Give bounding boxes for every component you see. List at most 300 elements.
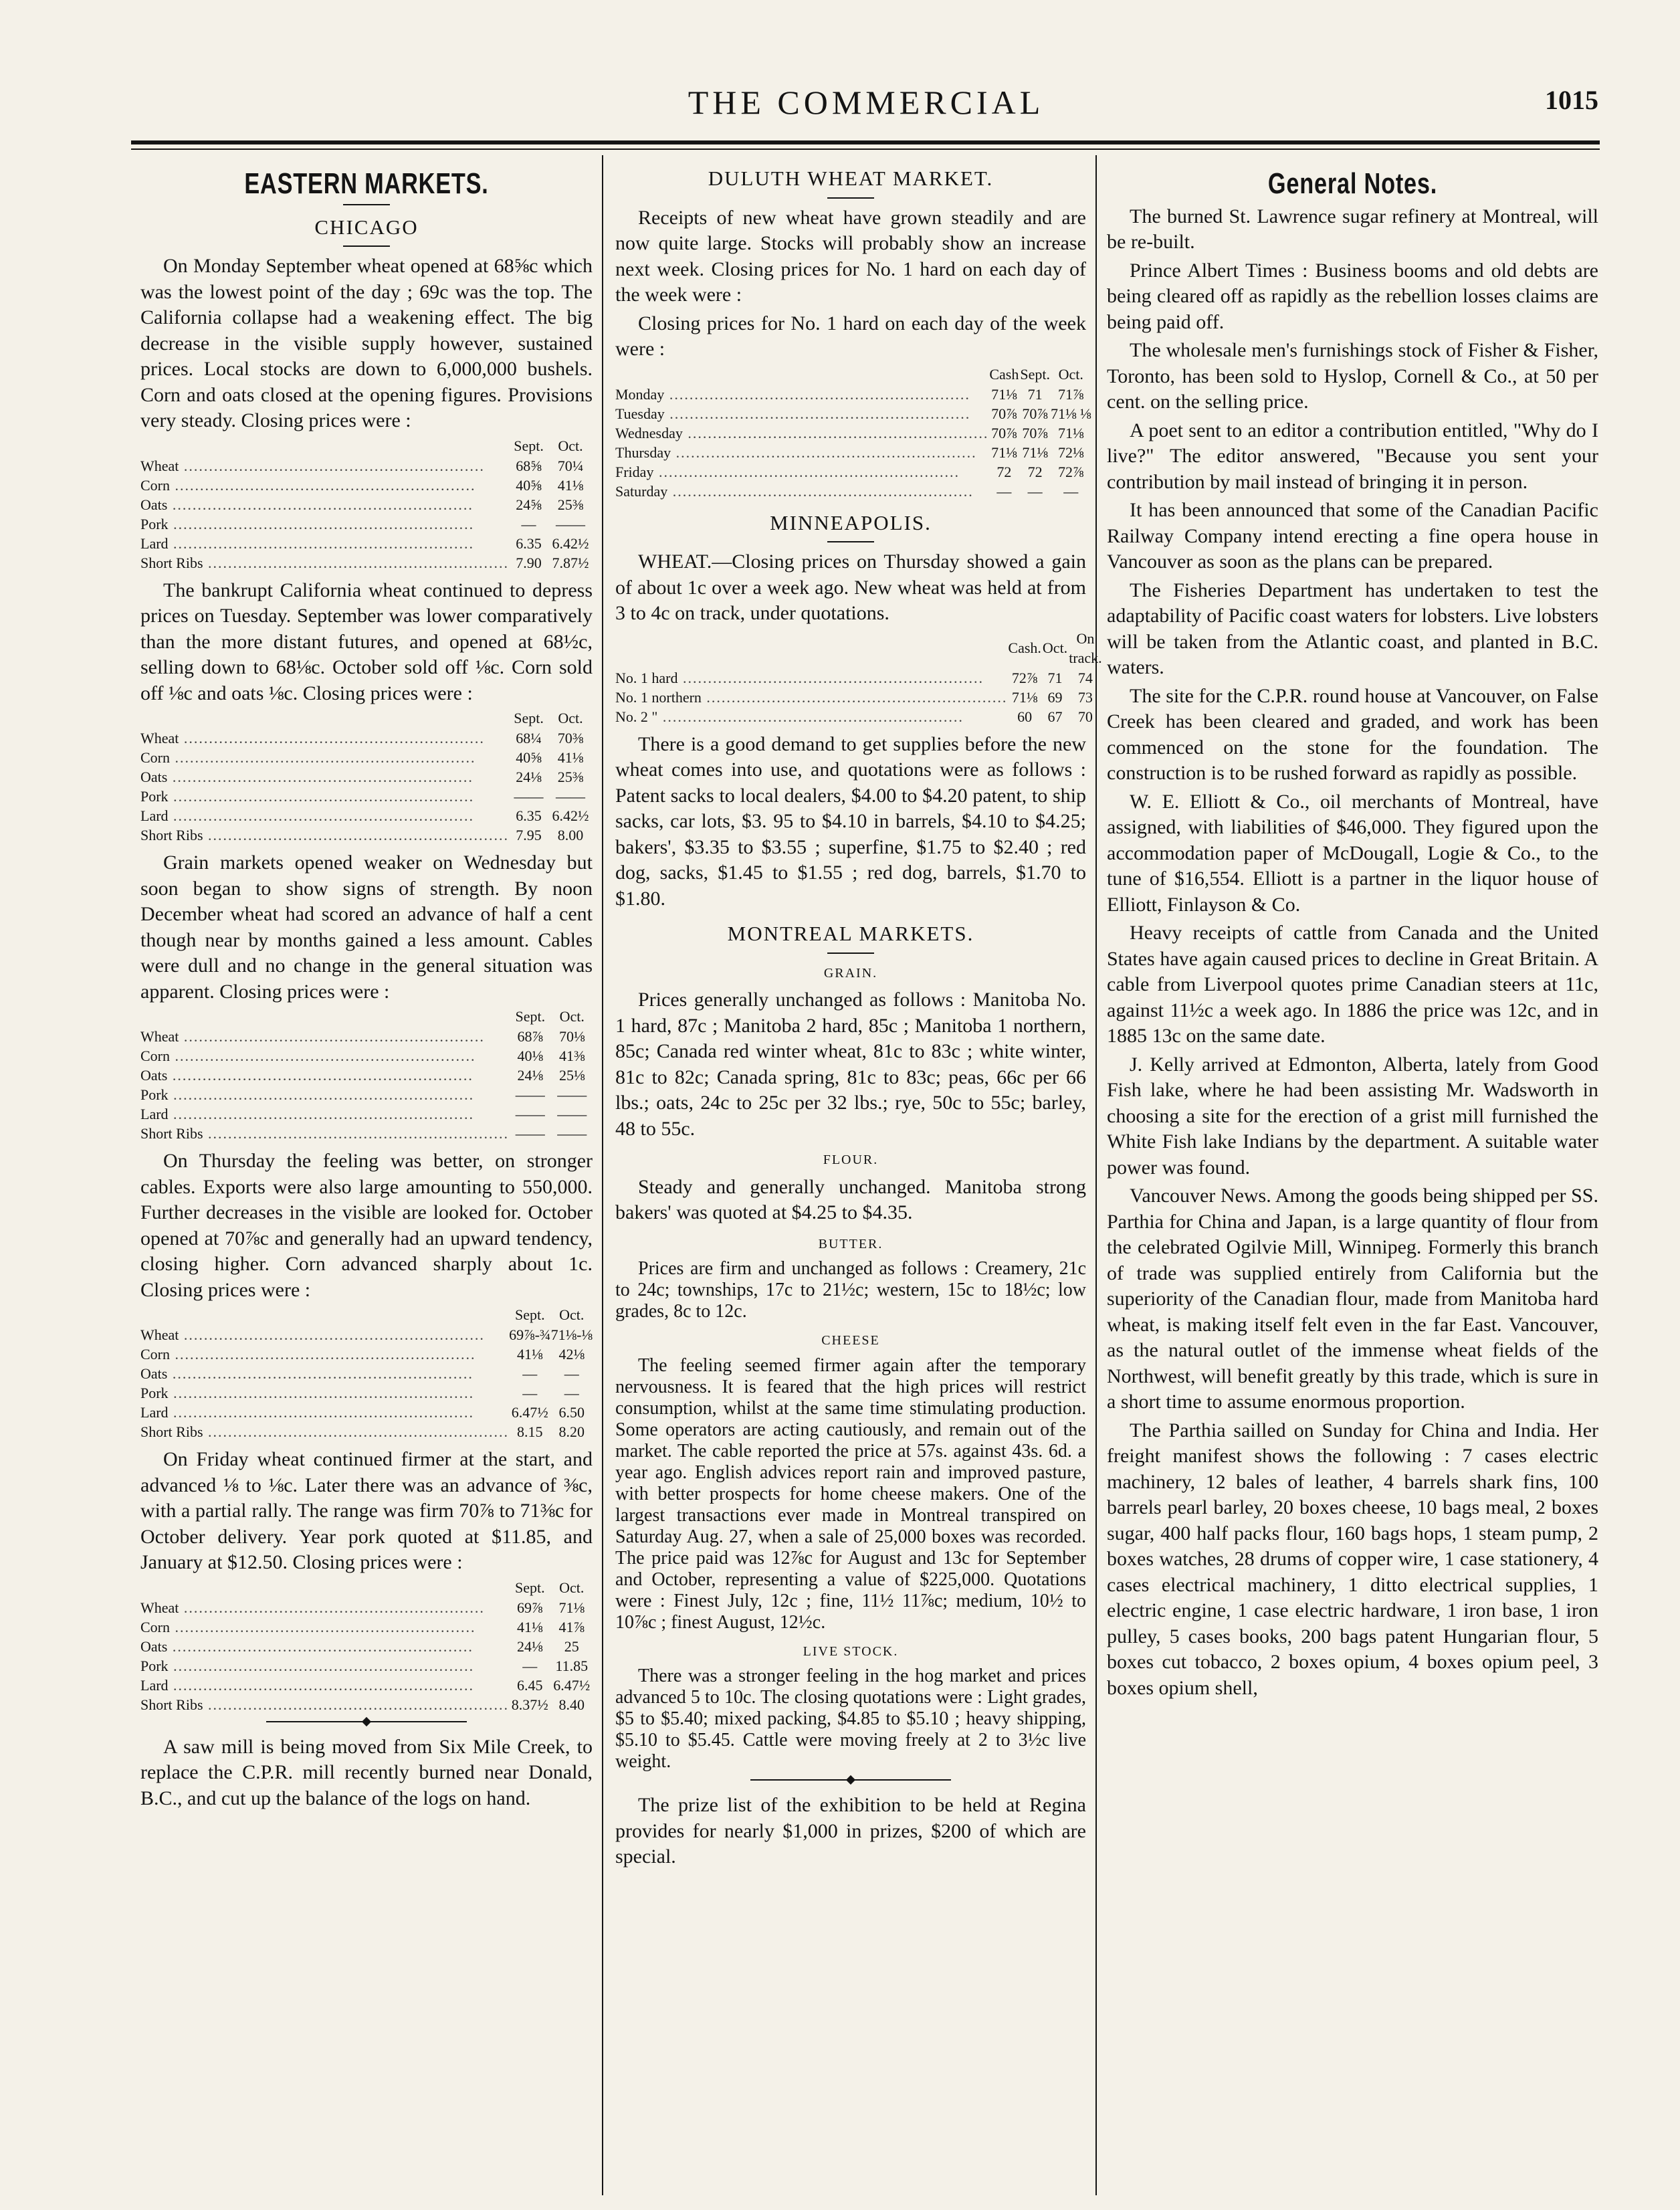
commodity-name: Oats: [140, 769, 168, 785]
table-header-blank: [140, 1006, 509, 1027]
cheese-paragraph: The feeling seemed firmer again after the temporary nervousness. It is feared that the high prices will restrict consumption, whilst at the same time stimulating production. Some operators are acting cautiously, and remain out of the market. The cable reported the price at 57s. against 43s. 6d. a year ago. English advices report rain and improved pasture, with better prospects for home cheese makers. One of the largest transactions ever made in Montreal transpired on Saturday Aug. 27, when a sale of 25,000 boxes was recorded. The price paid was 12⅞c for August and 13c for September and October, representing a value of $225,000. Quotations were : Finest July, 12c ; fine, 11½ 11⅞c; medium, 10½ to 10⅞c ; finest August, 12½c.: [615, 1354, 1086, 1633]
butter-paragraph: Prices are firm and unchanged as follows : Creamery, 21c to 24c; townships, 17c to 21½c; western, 15c to 18½c; low grades, 8c to 12c.: [615, 1258, 1086, 1322]
price-cell: 72⅞: [1011, 669, 1038, 686]
table-row: [140, 1637, 593, 1656]
row-label: [140, 1325, 509, 1344]
grain-subheading: GRAIN.: [823, 965, 878, 981]
price-cell: 6.47½: [553, 1676, 591, 1694]
commodity-name: Thursday: [615, 443, 671, 461]
row-label: [615, 707, 1007, 726]
table-row: [140, 1598, 593, 1617]
table-row: [615, 385, 1091, 404]
row-label: [140, 534, 509, 553]
price-cell: 68⅞: [517, 1028, 544, 1045]
commodity-name: Wheat: [140, 1599, 179, 1616]
commodity-name: Lard: [140, 1106, 169, 1122]
row-label: [615, 423, 988, 443]
price-cell: ——: [515, 1106, 545, 1122]
commodity-name: Wheat: [140, 730, 179, 746]
table-row: [140, 1104, 593, 1124]
leader-dots: ............................................................: [657, 708, 964, 725]
price-cell: 8.15: [517, 1423, 543, 1440]
row-label: [140, 748, 509, 767]
leader-dots: ............................................................: [167, 1067, 474, 1084]
table-column-header: Sept.: [515, 1008, 546, 1025]
table-row: [140, 1325, 593, 1344]
heading-rule: [827, 541, 874, 542]
heading-rule: [343, 204, 390, 205]
table-column-header: Oct.: [1042, 639, 1068, 656]
commodity-name: Corn: [140, 749, 170, 766]
leader-dots: ............................................................: [203, 827, 510, 843]
price-cell: 6.45: [517, 1676, 543, 1694]
price-cell: —: [996, 482, 1012, 500]
price-cell: 72: [1027, 463, 1043, 480]
leader-dots: ............................................................: [203, 1423, 510, 1440]
cheese-subheading: CHEESE: [821, 1333, 880, 1348]
price-cell: —: [522, 1365, 538, 1382]
price-cell: 41⅛: [517, 1618, 543, 1635]
heading-rule: [827, 197, 874, 199]
table-row: [140, 456, 593, 476]
price-cell: 24⅛: [516, 769, 542, 785]
commodity-name: Oats: [140, 496, 168, 513]
price-cell: ——: [515, 1125, 545, 1142]
friday-paragraph: On Friday wheat continued firmer at the start, and advanced ⅛ to ⅛c. Later there was an advance of ⅜c, with a partial rally. The range was firm 70⅞ to 71⅜c for October delivery. Year pork quoted at $11.85, and January at $12.50. Closing prices were :: [140, 1448, 593, 1573]
commodity-name: Oats: [140, 1365, 168, 1382]
row-label: [140, 1046, 509, 1066]
table-column-header: Sept.: [514, 710, 544, 726]
price-cell: 25: [564, 1637, 579, 1655]
leader-dots: ............................................................: [167, 769, 474, 785]
commodity-name: Monday: [615, 385, 665, 403]
minneapolis-price-table: [615, 628, 1103, 726]
price-cell: 70⅛: [559, 1028, 585, 1045]
row-label: [140, 1656, 509, 1676]
table-column-header: Sept.: [514, 1306, 545, 1323]
table-row: [140, 1695, 593, 1714]
table-header-blank: [140, 708, 509, 728]
leader-dots: ............................................................: [671, 443, 977, 461]
price-cell: ——: [556, 788, 586, 805]
row-label: [615, 688, 1007, 707]
price-cell: 71: [1027, 385, 1043, 403]
table-row: [140, 1364, 593, 1383]
table-row: [140, 553, 593, 573]
leader-dots: ............................................................: [701, 688, 1008, 706]
row-label: [140, 1027, 509, 1046]
commodity-name: Pork: [140, 1385, 169, 1401]
commodity-name: No. 1 hard: [615, 669, 678, 686]
price-table-friday: [140, 1577, 593, 1714]
price-cell: ——: [557, 1125, 587, 1142]
table-row: [140, 806, 593, 825]
live-stock-subheading: LIVE STOCK.: [803, 1643, 899, 1659]
row-label: [140, 1383, 509, 1403]
row-label: [140, 1598, 509, 1617]
row-label: [140, 495, 509, 514]
row-label: [140, 1676, 509, 1695]
price-cell: 6.42½: [552, 807, 589, 824]
table-row: [140, 728, 593, 748]
column-eastern-markets: [140, 161, 593, 1811]
price-cell: 71⅛-⅛: [550, 1326, 593, 1343]
row-label: [140, 1066, 509, 1085]
price-cell: 42⅛: [558, 1346, 585, 1363]
commodity-name: Pork: [140, 515, 169, 532]
table-row: [615, 482, 1091, 501]
price-cell: 71: [1047, 669, 1063, 686]
price-cell: —: [1027, 482, 1043, 500]
row-label: [140, 1403, 509, 1422]
commodity-name: No. 2 ": [615, 708, 658, 725]
note-paragraph: Prince Albert Times : Business booms and old debts are being cleared off as rapidly as the rebellion losses claims are being paid off.: [1107, 259, 1598, 333]
note-paragraph: The Fisheries Department has undertaken to test the adaptability of Pacific coast waters for lobsters. Live lobsters will be taken from the Atlantic coast, and planted in B.C. waters.: [1107, 579, 1598, 678]
price-cell: 41⅜: [559, 1047, 585, 1064]
commodity-name: Oats: [140, 1637, 168, 1655]
price-cell: 71⅛: [1011, 688, 1038, 706]
price-cell: 6.42½: [552, 534, 589, 552]
leader-dots: ............................................................: [167, 1637, 474, 1655]
column-divider-2: [1095, 155, 1097, 2195]
tuesday-paragraph: The bankrupt California wheat continued to depress prices on Tuesday. September was lower comparatively than the more distant futures, and opened at 68½c, selling down to 68⅛c. October sold off ⅛c. Corn sold off ⅛c and oats ⅛c. Closing prices were :: [140, 579, 593, 704]
row-label: [615, 482, 988, 501]
note-paragraph: The burned St. Lawrence sugar refinery at Montreal, will be re-built.: [1107, 205, 1598, 253]
row-label: [140, 456, 509, 476]
price-cell: 24⅝: [516, 496, 542, 513]
table-row: [140, 1403, 593, 1422]
price-cell: 71⅛: [1022, 443, 1048, 461]
saw-mill-paragraph: A saw mill is being moved from Six Mile Creek, to replace the C.P.R. mill recently burned near Donald, B.C., and cut up the balance of the logs on hand.: [140, 1735, 593, 1809]
table-row: [140, 748, 593, 767]
price-cell: 70⅜: [557, 730, 584, 746]
leader-dots: ............................................................: [653, 463, 960, 480]
page-number: 1015: [1545, 85, 1598, 115]
thursday-paragraph: On Thursday the feeling was better, on stronger cables. Exports were also large amounting to 550,000. Further decreases in the visible are looked for. October opened at 70⅞c and generally had an upward tendency, closing higher. Corn advanced sharply about 1c. Closing prices were :: [140, 1150, 593, 1301]
price-cell: 60: [1017, 708, 1033, 725]
leader-dots: ............................................................: [682, 424, 989, 441]
price-cell: 41⅛: [557, 476, 584, 494]
price-cell: 8.40: [558, 1696, 585, 1713]
price-cell: 7.95: [516, 827, 542, 843]
row-label: [615, 443, 988, 462]
row-label: [140, 1364, 509, 1383]
table-row: [140, 825, 593, 845]
row-label: [615, 404, 988, 423]
monday-paragraph: On Monday September wheat opened at 68⅝c which was the lowest point of the day ; 69c was the top. The California collapse had a weakening effect. The big decrease in the visible supply however, sustained prices. Local stocks are down to 6,000,000 bushels. Corn and oats closed at the opening figures. Provisions very steady. Closing prices were :: [140, 255, 593, 431]
commodity-name: Wednesday: [615, 424, 683, 441]
montreal-heading: MONTREAL MARKETS.: [727, 922, 974, 945]
price-cell: —: [564, 1365, 579, 1382]
commodity-name: Lard: [140, 1404, 169, 1421]
table-column-header: Oct.: [1058, 365, 1083, 383]
table-row: [615, 707, 1103, 726]
price-cell: 70⅞: [991, 424, 1017, 441]
commodity-name: Short Ribs: [140, 1125, 203, 1142]
commodity-name: Oats: [140, 1067, 168, 1084]
heading-rule: [827, 952, 874, 954]
price-cell: 7.87½: [552, 554, 589, 571]
note-paragraph: W. E. Elliott & Co., oil merchants of Montreal, have assigned, with liabilities of $46,000. They figured upon the accommodation paper of McDougall, Logie & Co., to the tune of $16,554. Elliott is a partner in the liquor house of Elliott, Finlayson & Co.: [1107, 790, 1598, 916]
leader-dots: ............................................................: [179, 1599, 485, 1616]
price-cell: 40⅝: [516, 749, 542, 766]
section-ornament: [266, 1721, 467, 1722]
table-header-blank: [140, 1577, 509, 1598]
price-cell: 72⅛: [1057, 443, 1084, 461]
table-row: [140, 534, 593, 553]
column-general-notes: [1107, 161, 1598, 1701]
price-cell: 69⅞-¾: [509, 1326, 551, 1343]
table-column-header: Sept.: [514, 1579, 545, 1596]
price-cell: 67: [1047, 708, 1063, 725]
table-row: [615, 443, 1091, 462]
price-cell: 71⅛: [991, 443, 1017, 461]
price-cell: 40⅝: [516, 476, 542, 494]
leader-dots: ............................................................: [168, 807, 475, 824]
table-column-header: Oct.: [558, 437, 583, 454]
leader-dots: ............................................................: [203, 1696, 510, 1713]
leader-dots: ............................................................: [170, 476, 476, 494]
leader-dots: ............................................................: [168, 788, 475, 805]
price-cell: ——: [556, 515, 586, 532]
table-row: [615, 462, 1091, 482]
row-label: [615, 462, 988, 482]
row-label: [140, 1104, 509, 1124]
leader-dots: ............................................................: [168, 515, 475, 532]
price-cell: 70¼: [557, 457, 584, 474]
row-label: [140, 787, 509, 806]
commodity-name: Wheat: [140, 457, 179, 474]
price-table-monday: [140, 435, 593, 573]
price-cell: 8.37½: [511, 1696, 548, 1713]
commodity-name: Saturday: [615, 482, 668, 500]
row-label: [140, 476, 509, 495]
commodity-name: Corn: [140, 1047, 170, 1064]
minneapolis-heading: MINNEAPOLIS.: [770, 510, 932, 534]
price-cell: 41⅞: [558, 1618, 585, 1635]
price-cell: 71⅞: [1057, 385, 1084, 403]
leader-dots: ............................................................: [179, 1326, 485, 1343]
row-label: [140, 728, 509, 748]
price-cell: 25⅜: [557, 496, 584, 513]
price-cell: 40⅛: [517, 1047, 544, 1064]
leader-dots: ............................................................: [168, 1676, 475, 1694]
wednesday-paragraph: Grain markets opened weaker on Wednesday but soon began to show signs of strength. By noon December wheat had scored an advance of half a cent though near by months gained a less amount. Cables were dull and no change in the general situation was apparent. Closing prices were :: [140, 851, 593, 1003]
chicago-subheading: CHICAGO: [314, 215, 419, 239]
price-cell: ——: [557, 1086, 587, 1103]
row-label: [140, 514, 509, 534]
price-cell: 6.47½: [511, 1404, 548, 1421]
commodity-name: Lard: [140, 534, 169, 552]
price-cell: 25⅛: [559, 1067, 585, 1084]
commodity-name: Corn: [140, 1346, 170, 1363]
note-paragraph: Heavy receipts of cattle from Canada and the United States have again caused prices to decline in Great Britain. A cable from Liverpool quotes prime Canadian steers at 11c, against 11½c a week ago. In 1886 the price was 12c, and in 1885 13c on the same date.: [1107, 922, 1598, 1047]
price-cell: 41⅛: [557, 749, 584, 766]
price-cell: 25⅜: [557, 769, 584, 785]
note-paragraph: Vancouver News. Among the goods being shipped per SS. Parthia for China and Japan, is a large quantity of flour from the celebrated Ogilvie Mill, Winnipeg. Formerly this branch of trade was supplied entirely from California but the superiority of the Canadian flour, made from Manitoba hard wheat, is making itself felt even in the far East. Vancouver, as the natural outlet of the immense wheat fields of the Northwest, will benefit greatly by this trade, which is sure in a short time to assume enormous proportion.: [1107, 1185, 1598, 1413]
commodity-name: Short Ribs: [140, 827, 203, 843]
price-cell: —: [564, 1385, 579, 1401]
newspaper-title: THE COMMERCIAL: [688, 84, 1045, 121]
table-row: [140, 767, 593, 787]
price-cell: 24⅛: [517, 1637, 543, 1655]
leader-dots: ............................................................: [677, 669, 984, 686]
table-column-header: Oct.: [558, 710, 583, 726]
leader-dots: ............................................................: [203, 554, 510, 571]
commodity-name: Lard: [140, 1676, 169, 1694]
price-cell: 73: [1077, 688, 1093, 706]
table-column-header: Oct.: [559, 1008, 585, 1025]
commodity-name: Tuesday: [615, 405, 665, 422]
leader-dots: ............................................................: [667, 482, 974, 500]
table-column-header: Cash.: [1008, 639, 1041, 656]
price-cell: 71⅛: [1057, 424, 1084, 441]
price-cell: ——: [515, 1086, 545, 1103]
commodity-name: Pork: [140, 788, 169, 805]
commodity-name: Short Ribs: [140, 1423, 203, 1440]
flour-paragraph: Steady and generally unchanged. Manitoba strong bakers' was quoted at $4.25 to $4.35.: [615, 1175, 1086, 1223]
commodity-name: Short Ribs: [140, 1696, 203, 1713]
commodity-name: Wheat: [140, 1028, 179, 1045]
price-cell: 70⅞: [991, 405, 1017, 422]
leader-dots: ............................................................: [168, 1657, 475, 1674]
leader-dots: ............................................................: [168, 1086, 475, 1103]
table-column-header: Oct.: [559, 1579, 585, 1596]
leader-dots: ............................................................: [170, 1618, 476, 1635]
commodity-name: Pork: [140, 1086, 169, 1103]
table-row: [140, 1124, 593, 1143]
price-cell: 68⅝: [516, 457, 542, 474]
price-cell: 24⅛: [517, 1067, 544, 1084]
column-wheat-markets: [615, 161, 1102, 1870]
table-column-header: Cash: [989, 365, 1019, 383]
price-cell: 6.35: [516, 807, 542, 824]
price-cell: 8.20: [558, 1423, 585, 1440]
price-cell: 8.00: [557, 827, 584, 843]
commodity-name: Corn: [140, 476, 170, 494]
commodity-name: Corn: [140, 1618, 170, 1635]
leader-dots: ............................................................: [167, 1365, 474, 1382]
row-label: [140, 1085, 509, 1104]
table-header-blank: [140, 1304, 509, 1325]
commodity-name: No. 1 northern: [615, 688, 702, 706]
section-ornament: [750, 1779, 951, 1781]
general-notes-heading: General Notes.: [1267, 167, 1438, 200]
row-label: [140, 806, 509, 825]
commodity-name: Lard: [140, 807, 169, 824]
table-row: [140, 1617, 593, 1637]
duluth-paragraph: Receipts of new wheat have grown steadily and are now quite large. Stocks will probably show an increase next week. Closing prices for No. 1 hard on each day of the week were :: [615, 206, 1086, 306]
price-table-thursday: [140, 1304, 593, 1441]
table-column-header: Oct.: [559, 1306, 585, 1323]
leader-dots: ............................................................: [168, 534, 475, 552]
table-row: [140, 1422, 593, 1441]
header-rule-thin: [131, 148, 1600, 150]
price-cell: 6.50: [558, 1404, 585, 1421]
price-cell: 71⅛: [991, 385, 1017, 403]
row-label: [140, 767, 509, 787]
table-row: [140, 476, 593, 495]
row-label: [615, 385, 988, 404]
table-row: [615, 423, 1091, 443]
table-row: [140, 514, 593, 534]
table-row: [140, 1383, 593, 1403]
table-row: [140, 1066, 593, 1085]
row-label: [140, 1422, 509, 1441]
leader-dots: ............................................................: [664, 385, 970, 403]
leader-dots: ............................................................: [167, 496, 474, 513]
leader-dots: ............................................................: [203, 1125, 510, 1142]
row-label: [615, 668, 1007, 688]
price-cell: 68¼: [516, 730, 542, 746]
leader-dots: ............................................................: [170, 1346, 476, 1363]
price-cell: 72⅞: [1057, 463, 1084, 480]
leader-dots: ............................................................: [170, 749, 476, 766]
grain-paragraph: Prices generally unchanged as follows : Manitoba No. 1 hard, 87c ; Manitoba 2 hard, 85c ; Manitoba 1 northern, 85c; Canada red winter wheat, 81c to 83c ; white winter, 81c to 82c; Canada spring, 81c to 83c; peas, 66c per 66 lbs.; oats, 24c to 25c per 32 lbs.; rye, 50c to 55c; barley, 48 to 55c.: [615, 989, 1086, 1140]
price-cell: 72: [996, 463, 1012, 480]
duluth-price-table: [615, 364, 1091, 501]
regina-prize-paragraph: The prize list of the exhibition to be held at Regina provides for nearly $1,000 in prizes, $200 of which are special.: [615, 1794, 1086, 1868]
table-row: [140, 1085, 593, 1104]
price-cell: ——: [557, 1106, 587, 1122]
note-paragraph: The site for the C.P.R. round house at Vancouver, on False Creek has been cleared and graded, and work has been commenced on the stone for the foundation. The construction is to be rushed forward as rapidly as possible.: [1107, 684, 1598, 784]
duluth-heading: DULUTH WHEAT MARKET.: [708, 167, 994, 190]
leader-dots: ............................................................: [168, 1385, 475, 1401]
note-paragraph: A poet sent to an editor a contribution entitled, "Why do I live?" The editor answered, "Because you sent your contribution by mail instead of bringing it in person.: [1107, 419, 1598, 493]
commodity-name: Short Ribs: [140, 554, 203, 571]
table-row: [615, 688, 1103, 707]
commodity-name: Friday: [615, 463, 654, 480]
row-label: [140, 1124, 509, 1143]
note-paragraph: The wholesale men's furnishings stock of Fisher & Fisher, Toronto, has been sold to Hyslop, Cornell & Co., at 50 per cent. on the selling price.: [1107, 339, 1598, 413]
table-row: [140, 1046, 593, 1066]
note-paragraph: It has been announced that some of the Canadian Pacific Railway Company intend erecting a fine opera house in Vancouver as soon as the plans can be prepared.: [1107, 499, 1598, 573]
flour-demand-paragraph: There is a good demand to get supplies before the new wheat comes into use, and quotations were as follows : Patent sacks to local dealers, $4.00 to $4.20 patent, to ship sacks, car lots, $3. 95 to $4.10 in barrels, $4.10 to $4.25; bakers', $3.35 to $3.55 ; superfine, $1.75 to $2.40 ; red dog, sacks, $1.45 to $1.55 ; red dog, barrels, $1.70 to $1.80.: [615, 732, 1086, 910]
price-cell: 70⅞: [1022, 405, 1048, 422]
flour-subheading: FLOUR.: [823, 1152, 879, 1167]
price-cell: 11.85: [555, 1657, 589, 1674]
row-label: [140, 1344, 509, 1364]
price-table-wednesday: [140, 1006, 593, 1143]
leader-dots: ............................................................: [179, 457, 485, 474]
row-label: [140, 1637, 509, 1656]
price-cell: 6.35: [516, 534, 542, 552]
column-divider-1: [602, 155, 603, 2195]
table-row: [140, 1676, 593, 1695]
table-row: [615, 404, 1091, 423]
table-header-blank: [615, 364, 988, 385]
price-cell: —: [521, 515, 536, 532]
header-rule: [131, 140, 1600, 144]
row-label: [140, 1695, 509, 1714]
price-cell: 70⅞: [1022, 424, 1048, 441]
table-row: [140, 1344, 593, 1364]
minneapolis-paragraph: WHEAT.—Closing prices on Thursday showed a gain of about 1c over a week ago. New wheat was held at from 3 to 4c on track, under quotations.: [615, 550, 1086, 624]
leader-dots: ............................................................: [179, 730, 485, 746]
commodity-name: Pork: [140, 1657, 169, 1674]
commodity-name: Wheat: [140, 1326, 179, 1343]
price-cell: 41⅛: [517, 1346, 543, 1363]
price-cell: —: [1063, 482, 1079, 500]
price-cell: 7.90: [516, 554, 542, 571]
table-column-header: Sept.: [514, 437, 544, 454]
price-cell: ——: [514, 788, 544, 805]
leader-dots: ............................................................: [179, 1028, 485, 1045]
price-cell: 69: [1047, 688, 1063, 706]
duluth-closing-paragraph: Closing prices for No. 1 hard on each day of the week were :: [615, 312, 1086, 360]
price-cell: 71⅛: [558, 1599, 585, 1616]
leader-dots: ............................................................: [170, 1047, 476, 1064]
